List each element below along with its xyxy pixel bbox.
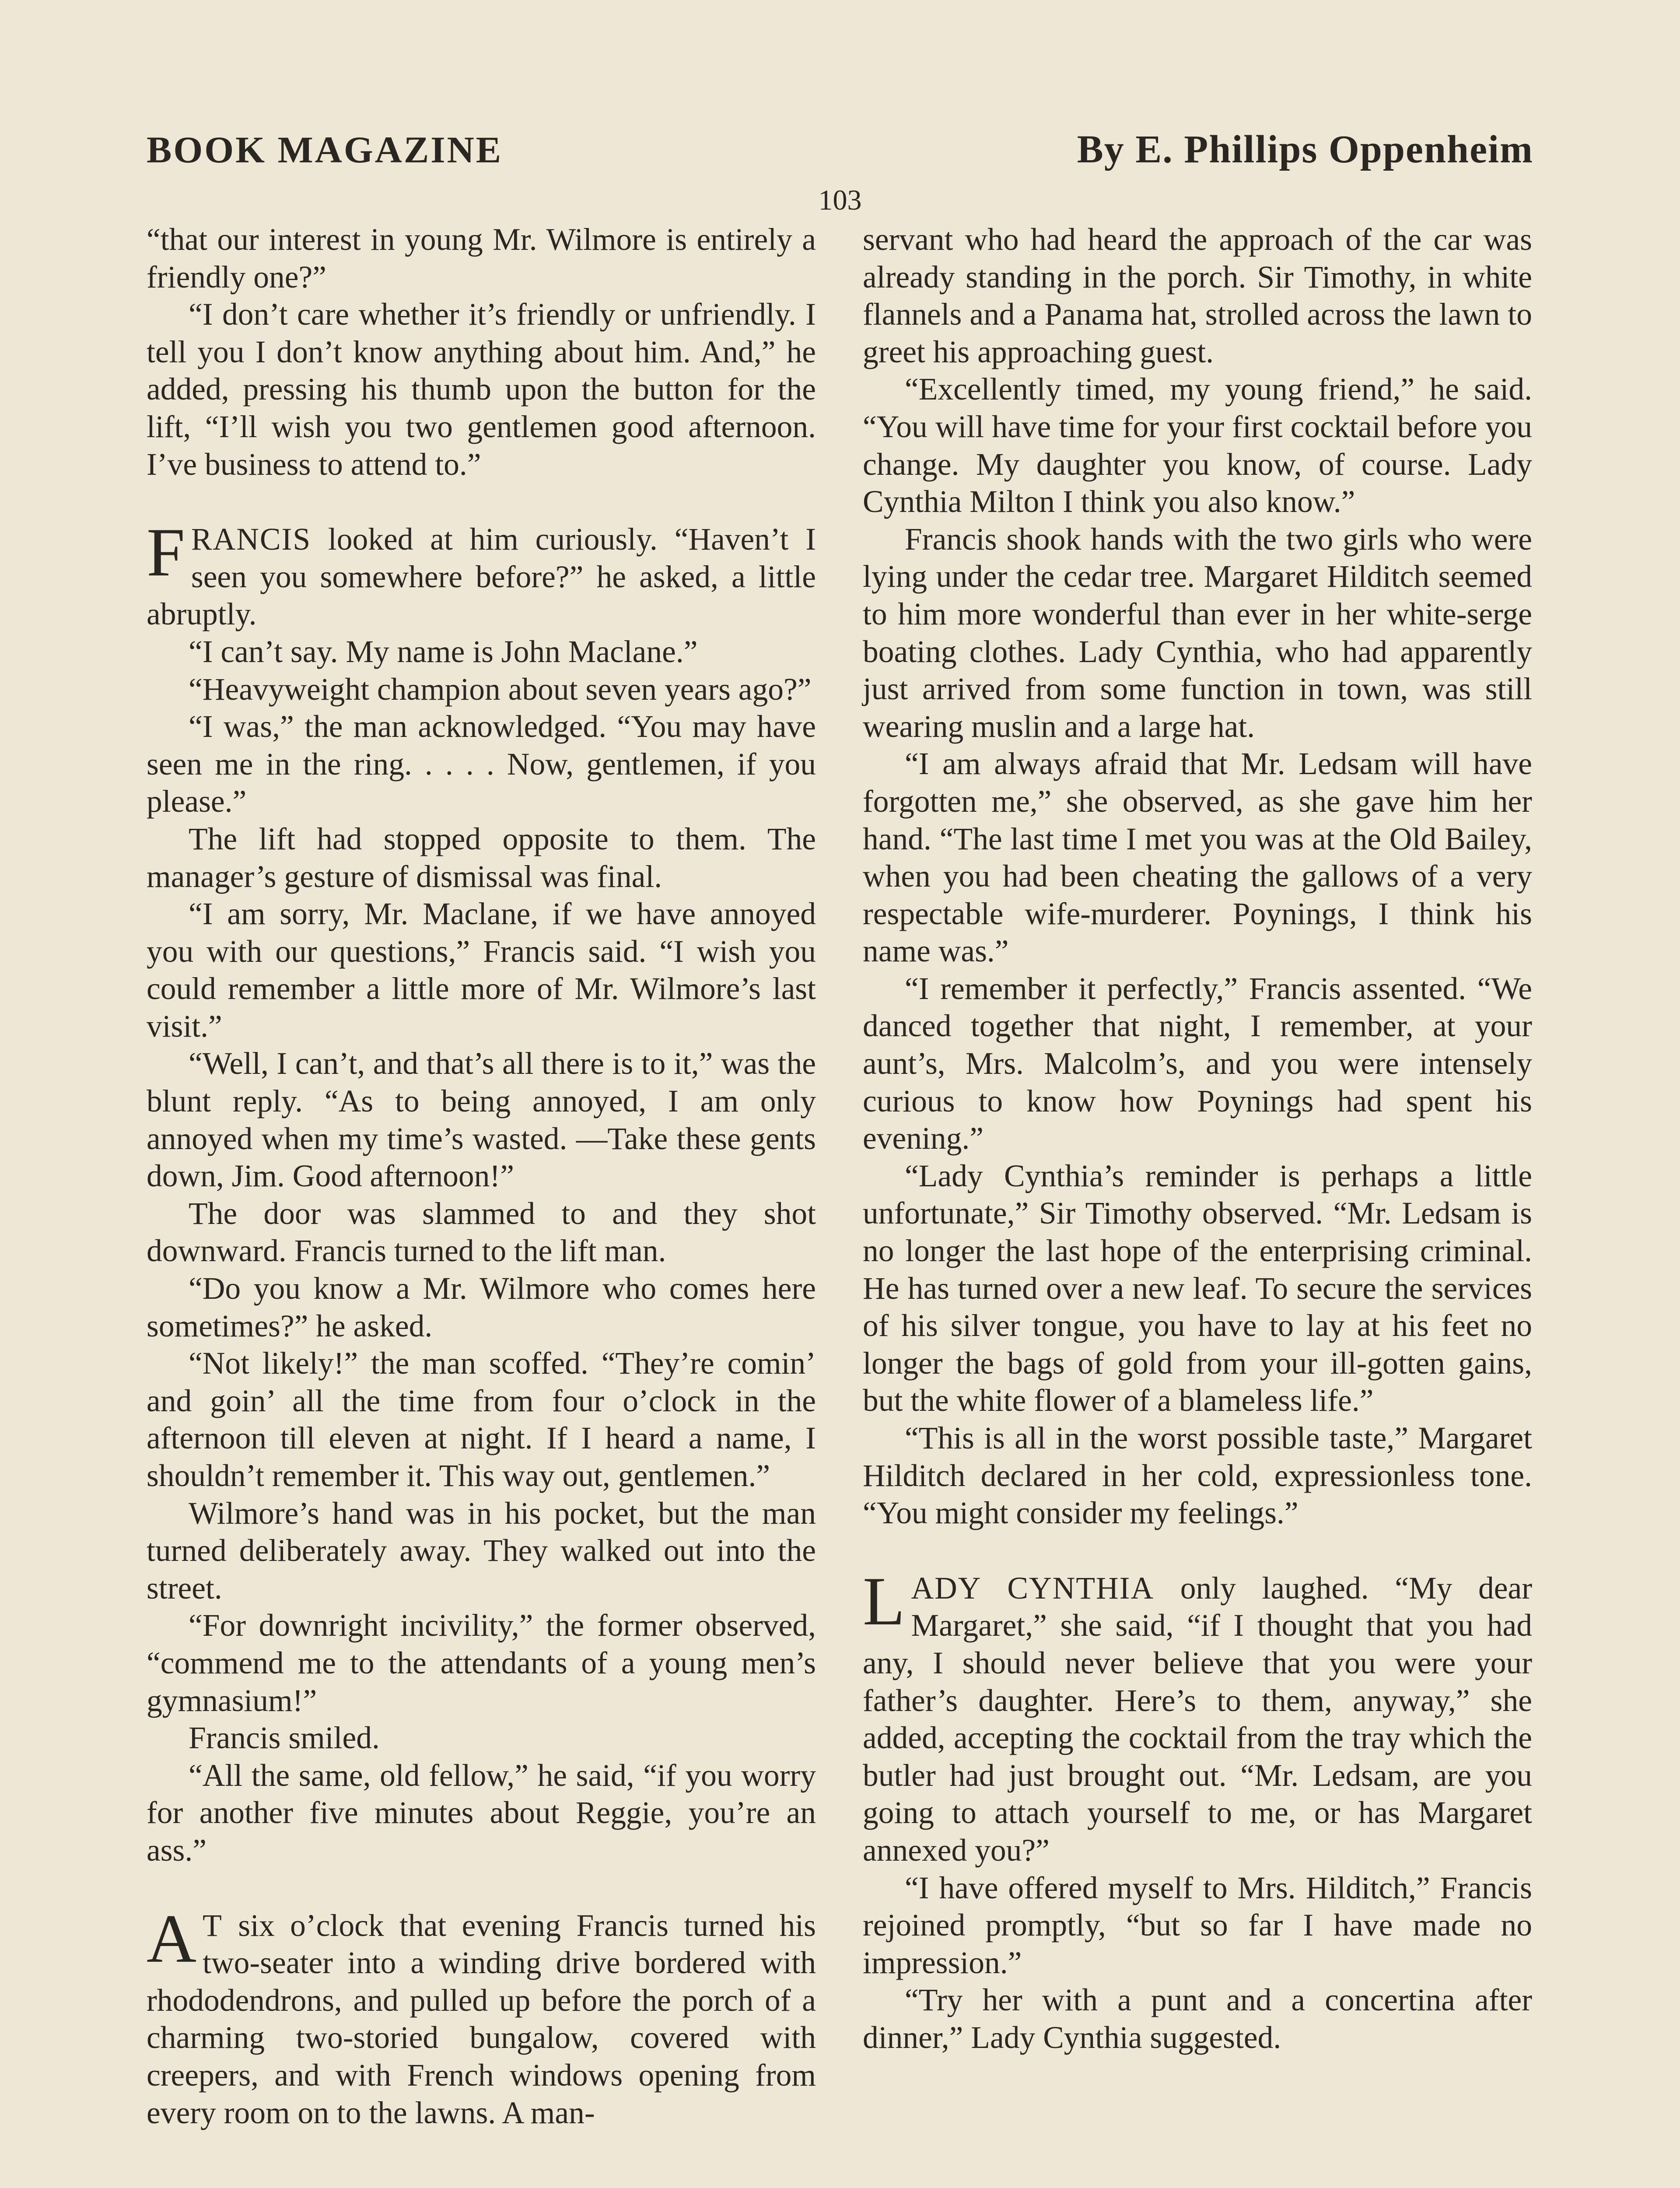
paragraph-text: “I don’t care whether it’s friendly or unfriendly. I tell you I don’t know anything about him. And,” he added, pressing his thumb upon the button for the lift, “I’ll wish you two gentlemen good afternoon. I’ve business to attend to.” xyxy=(147,297,816,482)
left-column xyxy=(147,221,816,2132)
paragraph xyxy=(147,1270,816,1345)
drop-cap: A xyxy=(147,1900,197,1977)
paragraph xyxy=(863,1563,1532,1869)
paragraph xyxy=(147,708,816,820)
paragraph-text: looked at him curiously. “Haven’t I seen you somewhere before?” he asked, a little abruptly. xyxy=(147,522,816,632)
paragraph-text: “I can’t say. My name is John Maclane.” xyxy=(189,634,698,669)
paragraph-text: “I am sorry, Mr. Maclane, if we have annoyed you with our questions,” Francis said. “I wish you could remember a little more of Mr. Wilmore’s last visit.” xyxy=(147,897,816,1044)
lead-in-text: T xyxy=(203,1908,223,1943)
paragraph xyxy=(147,296,816,483)
paragraph-text: “Lady Cynthia’s reminder is perhaps a little unfortunate,” Sir Timothy observed. “Mr. Ledsam is no longer the last hope of the enterprising criminal. He has turned over a new leaf. To secure the services of his silver tongue, you have to lay at his feet no longer the bags of gold from your ill-gotten gains, but the white flower of a blameless life.” xyxy=(863,1158,1532,1418)
paragraph xyxy=(863,221,1532,371)
paragraph-text: “Well, I can’t, and that’s all there is to it,” was the blunt reply. “As to being annoyed, I am only annoyed when my time’s wasted. —Take these gents down, Jim. Good afternoon!” xyxy=(147,1046,816,1194)
paragraph-text: “For downright incivility,” the former observed, “commend me to the attendants of a young men’s gymnasium!” xyxy=(147,1608,816,1718)
paragraph-text: Francis shook hands with the two girls who were lying under the cedar tree. Margaret Hilditch seemed to him more wonderful than ever in her white-serge boating clothes. Lady Cynthia, who had apparently just arrived from some function in town, was still wearing muslin and a large hat. xyxy=(863,522,1532,744)
paragraph xyxy=(147,1757,816,1869)
paragraph xyxy=(863,1420,1532,1532)
paragraph-text: “Not likely!” the man scoffed. “They’re comin’ and goin’ all the time from four o’clock in the afternoon till eleven at night. If I heard a name, I shouldn’t remember it. This way out, gentlemen.” xyxy=(147,1346,816,1493)
paragraph xyxy=(147,1607,816,1719)
paragraph-text: Francis smiled. xyxy=(189,1721,380,1756)
paragraph-text: “that our interest in young Mr. Wilmore is entirely a friendly one?” xyxy=(147,222,816,295)
paragraph xyxy=(147,1900,816,2132)
paragraph-text: “Try her with a punt and a concertina after dinner,” Lady Cynthia suggested. xyxy=(863,1983,1532,2055)
magazine-title: BOOK MAGAZINE xyxy=(147,129,503,171)
paragraph-text: “I am always afraid that Mr. Ledsam will have forgotten me,” she observed, as she gave him her hand. “The last time I met you was at the Old Bailey, when you had been cheating the gallows of a very respectable wife-murderer. Poynings, I think his name was.” xyxy=(863,747,1532,969)
paragraph-text: “I was,” the man acknowledged. “You may have seen me in the ring. . . . . Now, gentlemen, if you please.” xyxy=(147,709,816,819)
paragraph-text: servant who had heard the approach of the car was already standing in the porch. Sir Timothy, in white flannels and a Panama hat, strolled across the lawn to greet his approaching guest. xyxy=(863,222,1532,369)
paragraph xyxy=(147,1195,816,1270)
paragraph-text: “I have offered myself to Mrs. Hilditch,” Francis rejoined promptly, “but so far I have made no impression.” xyxy=(863,1870,1532,1980)
author-byline: By E. Phillips Oppenheim xyxy=(1077,128,1533,171)
paragraph xyxy=(147,514,816,633)
paragraph-text: “I remember it perfectly,” Francis assented. “We danced together that night, I remember, at your aunt’s, Mrs. Malcolm’s, and you were intensely curious to know how Poynings had spent his evening.” xyxy=(863,971,1532,1156)
right-column xyxy=(863,221,1532,2057)
paragraph xyxy=(147,1045,816,1195)
paragraph-text: “Do you know a Mr. Wilmore who comes here sometimes?” he asked. xyxy=(147,1271,816,1343)
paragraph xyxy=(863,1981,1532,2056)
lead-in-text: RANCIS xyxy=(191,522,312,557)
paragraph xyxy=(147,820,816,895)
paragraph xyxy=(147,671,816,708)
paragraph-text: Wilmore’s hand was in his pocket, but the man turned deliberately away. They walked out into the street. xyxy=(147,1496,816,1606)
paragraph xyxy=(147,221,816,296)
paragraph xyxy=(863,1869,1532,1982)
paragraph-text: “All the same, old fellow,” he said, “if you worry for another five minutes about Reggie, you’re an ass.” xyxy=(147,1758,816,1868)
lead-in-text: ADY CYNTHIA xyxy=(911,1571,1155,1606)
paragraph-text: The lift had stopped opposite to them. The manager’s gesture of dismissal was final. xyxy=(147,821,816,894)
drop-cap: F xyxy=(147,514,185,591)
paragraph xyxy=(863,970,1532,1157)
paragraph-text: “Heavyweight champion about seven years ago?” xyxy=(189,672,812,707)
paragraph-text: “This is all in the worst possible taste,” Margaret Hilditch declared in her cold, expressionless tone. “You might consider my feelings.” xyxy=(863,1421,1532,1531)
paragraph xyxy=(863,1157,1532,1420)
paragraph xyxy=(147,1495,816,1607)
drop-cap: L xyxy=(863,1563,905,1640)
paragraph-text: six o’clock that evening Francis turned his two-seater into a winding drive bordered with rhododendrons, and pulled up before the porch of a charming two-storied bungalow, covered with creepers, and with French windows opening from every room on to the lawns. A man- xyxy=(147,1908,816,2130)
paragraph xyxy=(147,1719,816,1757)
paragraph xyxy=(863,745,1532,970)
paragraph-text: The door was slammed to and they shot downward. Francis turned to the lift man. xyxy=(147,1196,816,1269)
paragraph-text: “Excellently timed, my young friend,” he said. “You will have time for your first cocktail before you change. My daughter you know, of course. Lady Cynthia Milton I think you also know.” xyxy=(863,372,1532,519)
paragraph xyxy=(147,895,816,1045)
paragraph xyxy=(147,633,816,671)
paragraph xyxy=(863,521,1532,746)
page-number: 103 xyxy=(818,184,862,216)
paragraph xyxy=(863,371,1532,520)
paragraph-text: only laughed. “My dear Margaret,” she said, “if I thought that you had any, I should never believe that you were your father’s daughter. Here’s to them, anyway,” she added, accepting the cocktail from the tray which the butler had just brought out. “Mr. Ledsam, are you going to attach yourself to me, or has Margaret annexed you?” xyxy=(863,1571,1532,1868)
paragraph xyxy=(147,1345,816,1494)
running-head xyxy=(147,127,1533,172)
